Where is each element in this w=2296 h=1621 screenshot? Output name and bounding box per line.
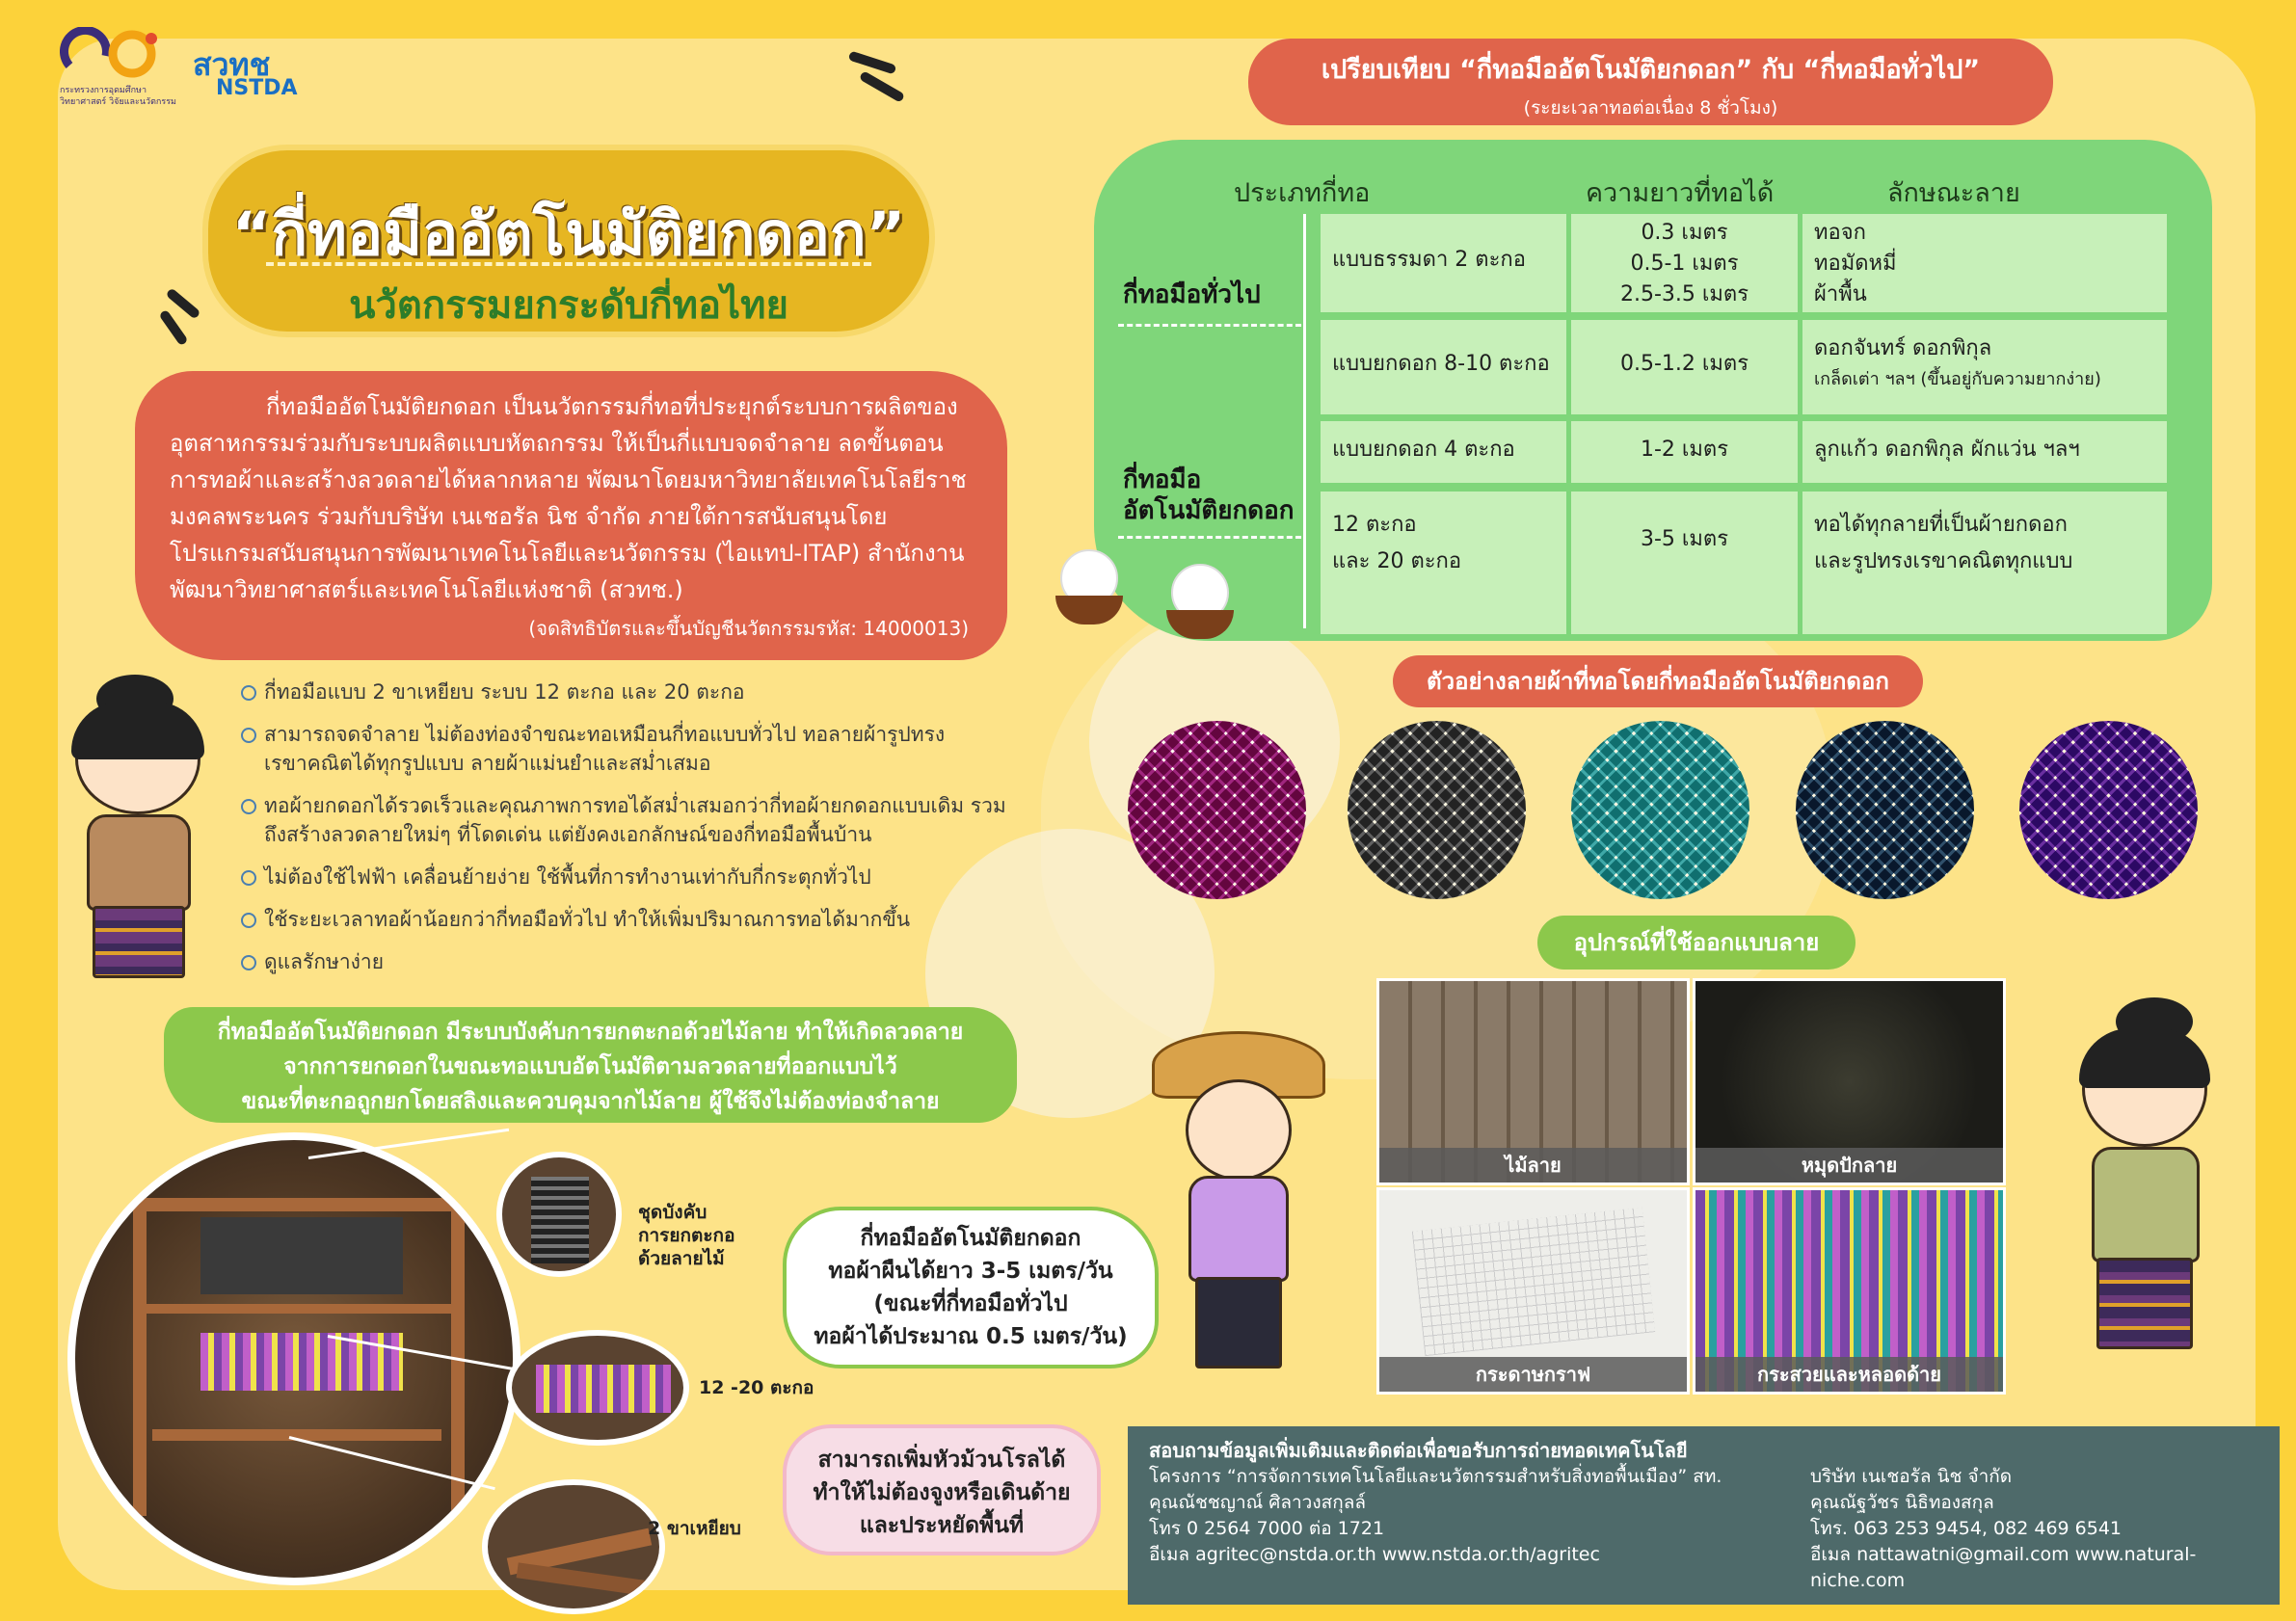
heddles-label: 12 -20 ตะกอ (699, 1377, 814, 1398)
title-divider (266, 262, 871, 266)
speed-line: กี่ทอมืออัตโนมัติยกดอก (860, 1226, 1081, 1251)
cell-pattern (1802, 492, 2167, 634)
controller-label-line: ด้วยลายไม้ (638, 1248, 725, 1269)
cell-pattern (1802, 214, 2167, 312)
pattern-line: ทอได้ทุกลายที่เป็นผ้ายกดอก (1814, 513, 2068, 537)
roll-line: ทำให้ไม่ต้องจูงหรือเดินด้าย (813, 1480, 1071, 1505)
intro-text: กี่ทอมืออัตโนมัติยกดอก เป็นนวัตกรรมกี่ทอที่ประยุกต์ระบบการผลิตของอุตสาหกรรมร่วมกับระบบผลิตแบบหัตถกรรม ให้เป็นกี่แบบจดจำลาย ลดขั้นตอนการทอผ้าและสร้างลวดลายได้หลากหลาย พัฒนาโดยมหาวิทยาลัยเทคโนโลยีราชมงคลพระนคร ร่วมกับบริษัท เนเชอรัล นิช จำกัด ภายใต้การสนับสนุนโดยโปรแกรมสนับสนุนการพัฒนาเทคโนโลยีและนวัตกรรม (ไอแทป-ITAP) สำนักงานพัฒนาวิทยาศาสตร์และเทคโนโลยีแห่งชาติ (สวทช.) (170, 393, 967, 603)
page-subtitle: นวัตกรรมยกระดับกี่ทอไทย (349, 283, 788, 328)
nstda-thai: สวทช (193, 46, 271, 83)
contact-heading: สอบถามข้อมูลเพิ่มเติมและติดต่อเพื่อขอรับการถ่ายทอดเทคโนโลยี (1149, 1439, 1688, 1462)
group-auto (1123, 465, 1294, 526)
type-line: 12 ตะกอ (1332, 513, 1417, 537)
feature-item: ดูแลรักษาง่าย (241, 947, 1012, 976)
group-dash (1118, 536, 1301, 539)
length-line: 2.5-3.5 เมตร (1619, 282, 1749, 306)
feature-item: ไม่ต้องใช้ไฟฟ้า เคลื่อนย้ายง่าย ใช้พื้นที่การทำงานเท่ากับกี่กระตุกทั่วไป (241, 863, 1012, 891)
col-header-length: ความยาวที่ทอได้ (1586, 178, 1775, 208)
woman-character-right (2039, 997, 2231, 1402)
feature-list (241, 678, 1012, 990)
character-hair (2079, 1028, 2210, 1088)
loom-beam (133, 1304, 465, 1314)
roll-line: สามารถเพิ่มหัวม้วนโรลได้ (817, 1448, 1066, 1473)
controller-label-line: การยกตะกอ (638, 1225, 735, 1246)
fabric-swatch (1571, 721, 1749, 899)
pattern-line: ผ้าพื้น (1814, 282, 1867, 306)
comparison-title: เปรียบเทียบ “กี่ทอมืออัตโนมัติยกดอก” กับ “กี่ทอมือทั่วไป” (1321, 55, 1981, 85)
mechanism-line: ขณะที่ตะกอถูกยกโดยสลิงและควบคุมจากไม้ลาย ผู้ใช้จึงไม่ต้องท่องจำลาย (241, 1089, 940, 1114)
farmer-character (1142, 1022, 1335, 1417)
pattern-line: และรูปทรงเรขาคณิตทุกแบบ (1814, 549, 2073, 573)
contact-line: โทร 0 2564 7000 ต่อ 1721 (1149, 1518, 1385, 1539)
heddles-photo (506, 1330, 689, 1446)
feature-item: ใช้ระยะเวลาทอผ้าน้อยกว่ากี่ทอมือทั่วไป ทำให้เพิ่มปริมาณการทอได้มากขึ้น (241, 905, 1012, 934)
cell-type: แบบธรรมดา 2 ตะกอ (1321, 214, 1566, 312)
length-line: 0.5-1 เมตร (1630, 252, 1739, 276)
tool-caption: กระสวยและหลอดด้าย (1695, 1357, 2003, 1392)
feature-item: ทอผ้ายกดอกได้รวดเร็วและคุณภาพการทอได้สม่ำเสมอกว่ากี่ทอผ้ายกดอกแบบเดิม รวมถึงสร้างลวดลายใหม่ๆ ที่โดดเด่น แต่ยังคงเอกลักษณ์ของกี่ทอมือพื้นบ้าน (241, 791, 1012, 849)
comparison-header (1248, 39, 2053, 125)
page-title: “กี่ทอมืออัตโนมัติยกดอก” (231, 199, 906, 269)
feature-item: สามารถจดจำลาย ไม่ต้องท่องจำขณะทอเหมือนกี่ทอแบบทั่วไป ทอลายผ้ารูปทรงเรขาคณิตได้ทุกรูปแบบ ลายผ้าแม่นยำและสม่ำเสมอ (241, 720, 1012, 778)
tool-photo-shuttle (1693, 1187, 2006, 1395)
group-auto-line: อัตโนมัติยกดอก (1123, 496, 1295, 525)
mechanism-line: จากการยกดอกในขณะทอแบบอัตโนมัติตามลวดลายที่ออกแบบไว้ (283, 1054, 897, 1079)
loom-warp-threads (200, 1333, 403, 1391)
cell-length: 3-5 เมตร (1571, 492, 1798, 634)
controller-photo (496, 1152, 622, 1277)
mechanism-banner (164, 1007, 1017, 1123)
fabric-section-title: ตัวอย่างลายผ้าที่ทอโดยกี่ทอมืออัตโนมัติยกดอก (1393, 655, 1923, 707)
pattern-line: ดอกจันทร์ ดอกพิกุล (1814, 336, 1992, 360)
ministry-logo-icon (60, 27, 166, 81)
controller-label (638, 1201, 734, 1270)
cell-pattern (1802, 320, 2167, 414)
cell-length: 0.5-1.2 เมตร (1571, 320, 1798, 414)
loom-beam (133, 1198, 465, 1211)
character-skirt (93, 906, 185, 978)
character-shirt (1188, 1176, 1289, 1282)
ministry-name-line2: วิทยาศาสตร์ วิจัยและนวัตกรรม (60, 97, 176, 107)
length-line: 0.3 เมตร (1641, 221, 1728, 245)
pedals-label: 2 ขาเหยียบ (648, 1518, 741, 1539)
registration-note: (จดสิทธิบัตรและขึ้นบัญชีนวัตกรรมรหัส: 14000013) (528, 617, 969, 640)
title-badge (202, 145, 935, 337)
character-shirt (2092, 1147, 2200, 1262)
tool-caption: กระดาษกราฟ (1379, 1357, 1687, 1392)
character-pants (1195, 1277, 1282, 1369)
comparison-subtitle: (ระยะเวลาทอต่อเนื่อง 8 ชั่วโมง) (1523, 97, 1778, 119)
ministry-logo (60, 27, 176, 108)
cell-pattern: ลูกแก้ว ดอกพิกุล ผักแว่น ฯลฯ (1802, 421, 2167, 483)
pedals-photo (482, 1479, 665, 1614)
type-line: และ 20 ตะกอ (1332, 549, 1462, 573)
character-hair (71, 702, 204, 759)
contact-line: โทร. 063 253 9454, 082 469 6541 (1810, 1518, 2122, 1539)
group-dash (1118, 324, 1301, 327)
contact-line: คุณณัชชญาณ์ ศิลาวงสกุลล์ (1149, 1492, 1366, 1513)
roll-line: และประหยัดพื้นที่ (859, 1513, 1025, 1538)
character-skirt (2096, 1258, 2193, 1349)
group-divider (1303, 214, 1306, 628)
loom-post (133, 1198, 147, 1516)
mechanism-line: กี่ทอมืออัตโนมัติยกดอก มีระบบบังคับการยกตะกอด้วยไม้ลาย ทำให้เกิดลวดลาย (217, 1020, 964, 1045)
fabric-swatch (1796, 721, 1974, 899)
tool-photo-pattern-stick (1376, 978, 1690, 1185)
speed-line: ทอผ้าผืนได้ยาว 3-5 เมตร/วัน (828, 1259, 1113, 1284)
tool-photo-graph-paper (1376, 1187, 1690, 1395)
cell-type (1321, 492, 1566, 634)
speed-line: ทอผ้าได้ประมาณ 0.5 เมตร/วัน) (814, 1324, 1128, 1349)
contact-right (1810, 1464, 2280, 1594)
character-shirt (87, 814, 191, 911)
pattern-line: ทอจก (1814, 221, 1866, 245)
tool-caption: ไม้ลาย (1379, 1148, 1687, 1183)
roll-bubble (783, 1424, 1101, 1555)
character-head (1186, 1079, 1292, 1181)
group-general: กี่ทอมือทั่วไป (1123, 280, 1261, 309)
speed-bubble (783, 1207, 1159, 1369)
pattern-line: ทอมัดหมี่ (1814, 252, 1897, 276)
contact-line: คุณณัฐวัชร นิธิทองสกุล (1810, 1492, 1994, 1513)
tool-caption: หมุดปักลาย (1695, 1148, 2003, 1183)
fabric-swatch (2019, 721, 2198, 899)
tool-photo-pins (1693, 978, 2006, 1185)
controller-label-line: ชุดบังคับ (638, 1202, 707, 1223)
contact-line: โครงการ “การจัดการเทคโนโลยีและนวัตกรรมสำหรับสิ่งทอพื้นเมือง” สท. (1149, 1466, 1722, 1487)
contact-line[interactable]: อีเมล nattawatni@gmail.com www.natural-niche.com (1810, 1544, 2197, 1591)
cell-type: แบบยกดอก 4 ตะกอ (1321, 421, 1566, 483)
tools-section-title: อุปกรณ์ที่ใช้ออกแบบลาย (1537, 916, 1855, 970)
col-header-pattern: ลักษณะลาย (1887, 178, 2020, 208)
ministry-name-line1: กระทรวงการอุดมศึกษา (60, 86, 147, 95)
speed-line: (ขณะที่กี่ทอมือทั่วไป (873, 1291, 1068, 1316)
woman-character-left (58, 675, 222, 993)
cell-length (1571, 214, 1798, 312)
pattern-line: เกล็ดเต่า ฯลฯ (ขึ้นอยู่กับความยากง่าย) (1814, 369, 2101, 389)
contact-box (1128, 1426, 2280, 1605)
group-auto-line: กี่ทอมือ (1123, 465, 1202, 494)
intro-box (135, 371, 1007, 660)
col-header-type: ประเภทกี่ทอ (1234, 178, 1371, 208)
fabric-swatch (1348, 721, 1526, 899)
cell-type: แบบยกดอก 8-10 ตะกอ (1321, 320, 1566, 414)
nstda-logo (193, 46, 298, 100)
loom-heddle-box (200, 1217, 403, 1294)
nstda-en: NSTDA (216, 76, 298, 100)
feature-item: กี่ทอมือแบบ 2 ขาเหยียบ ระบบ 12 ตะกอ และ 20 ตะกอ (241, 678, 1012, 706)
cell-length: 1-2 เมตร (1571, 421, 1798, 483)
contact-line[interactable]: อีเมล agritec@nstda.or.th www.nstda.or.th/agritec (1149, 1544, 1600, 1565)
fabric-swatch (1128, 721, 1306, 899)
contact-line: บริษัท เนเชอรัล นิช จำกัด (1810, 1466, 2013, 1487)
